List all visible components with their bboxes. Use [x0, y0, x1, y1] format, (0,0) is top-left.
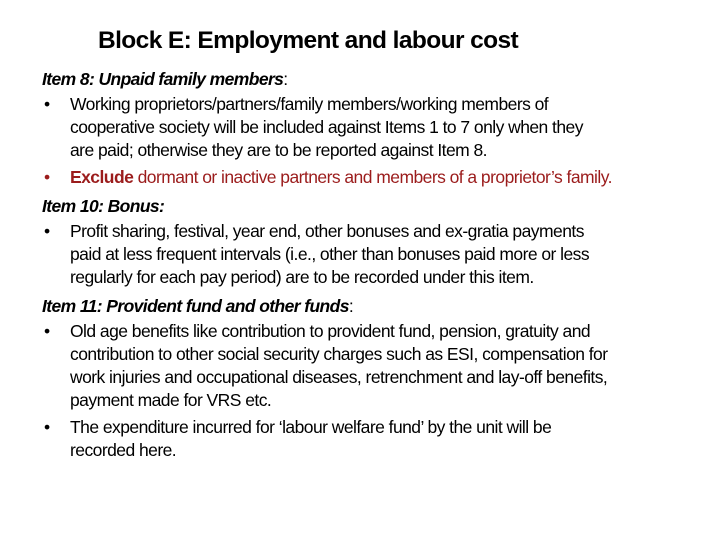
slide-title: Block E: Employment and labour cost: [98, 27, 519, 54]
bullet-item: [42, 320, 718, 412]
bullet-item-exclude: [42, 166, 718, 189]
bullet-line: recorded here.: [70, 440, 177, 460]
bullet-icon: •: [44, 321, 50, 341]
heading-text: Item 11: Provident fund and other funds: [42, 296, 349, 316]
heading-tail: :: [348, 296, 354, 316]
bullet-line: Working proprietors/partners/family members/working members of: [70, 94, 549, 114]
bullet-icon: •: [44, 167, 50, 187]
bullet-item: [42, 93, 718, 162]
bullet-icon: •: [44, 94, 50, 114]
slide-content: [42, 66, 718, 466]
section-heading-item-10: [42, 193, 718, 220]
bullet-line: regularly for each pay period) are to be recorded under this item.: [70, 267, 534, 287]
heading-text: Item 8: Unpaid family members: [42, 69, 284, 89]
bullet-line: payment made for VRS etc.: [70, 390, 272, 410]
bullet-line: contribution to other social security charges such as ESI, compensation for: [70, 344, 608, 364]
bullet-item: [42, 416, 718, 462]
bullet-line: work injuries and occupational diseases, retrenchment and lay-off benefits,: [70, 367, 608, 387]
bullet-line: are paid; otherwise they are to be reported against Item 8.: [70, 140, 487, 160]
bullet-icon: •: [44, 417, 50, 437]
bullet-icon: •: [44, 221, 50, 241]
bullet-line: Old age benefits like contribution to provident fund, pension, gratuity and: [70, 321, 591, 341]
bullet-line: cooperative society will be included against Items 1 to 7 only when they: [70, 117, 583, 137]
bullet-line: The expenditure incurred for ‘labour welfare fund’ by the unit will be: [70, 417, 552, 437]
heading-text: Item 10: Bonus:: [42, 196, 165, 216]
bullet-text: dormant or inactive partners and members of a proprietor’s family.: [133, 167, 612, 187]
bullet-line: paid at less frequent intervals (i.e., other than bonuses paid more or less: [70, 244, 590, 264]
heading-tail: :: [283, 69, 288, 89]
exclude-emphasis: Exclude: [70, 167, 134, 187]
section-heading-item-8: [42, 66, 718, 93]
section-heading-item-11: [42, 293, 718, 320]
bullet-item: [42, 220, 718, 289]
bullet-line: Profit sharing, festival, year end, other bonuses and ex-gratia payments: [70, 221, 584, 241]
